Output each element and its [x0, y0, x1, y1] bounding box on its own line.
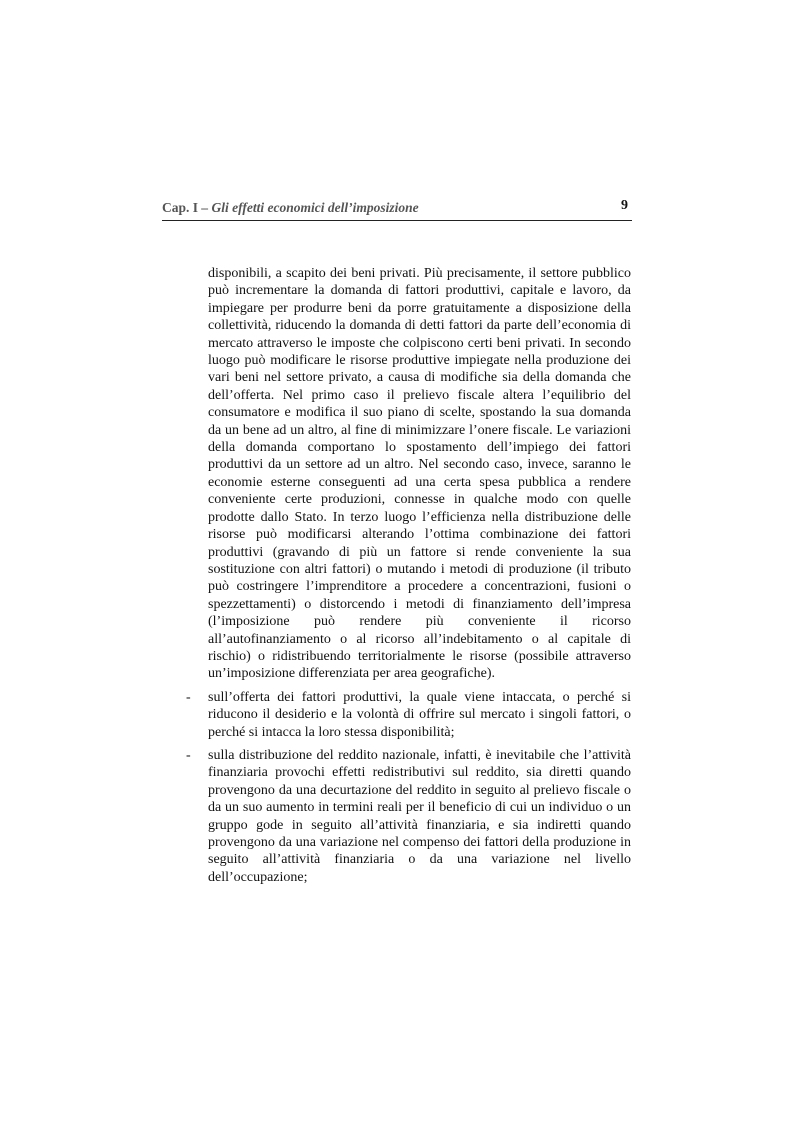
running-header: [162, 198, 632, 221]
bullet-marker: -: [186, 747, 191, 763]
header-title: [162, 200, 419, 216]
page-number: 9: [621, 198, 628, 213]
list-item: [186, 689, 631, 741]
chapter-subtitle: – Gli effetti economici dell’imposizione: [201, 200, 419, 215]
body-text: [186, 265, 631, 886]
list-item-text: sulla distribuzione del reddito nazionale, infatti, è inevitabile che l’attività finanziaria provochi effetti redistributivi sul reddito, sia diretti quando provengono da una decurtazione del reddito in seguito al prelievo fiscale o da un suo aumento in termini reali per il beneficio di cui un individuo o un gruppo gode in seguito all’attività finanziaria, e sia indiretti quando provengono da una variazione nel compenso dei fattori della produzione in seguito all’attività finanziaria o da una variazione nel livello dell’occupazione;: [208, 747, 631, 885]
bullet-marker: -: [186, 689, 191, 705]
chapter-label: Cap. I: [162, 200, 199, 215]
list-item-text: sull’offerta dei fattori produttivi, la quale viene intaccata, o perché si riducono il desiderio e la volontà di offrire sul mercato i singoli fattori, o perché si intacca la loro stessa disponibilità;: [208, 689, 631, 740]
list-item: [186, 747, 631, 886]
body-paragraph: disponibili, a scapito dei beni privati. Più precisamente, il settore pubblico può incrementare la domanda di fattori produttivi, capitale e lavoro, da impiegare per produrre beni da porre gratuitamente a disposizione della collettività, riducendo la domanda di detti fattori da parte dell’economia di mercato attraverso le imposte che colpiscono certi beni privati. In secondo luogo può modificare le risorse produttive impiegate nella produzione dei vari beni nel settore privato, a causa di modifiche sia della domanda che dell’offerta. Nel primo caso il prelievo fiscale altera l’equilibrio del consumatore e modifica il suo piano di scelte, spostando la sua domanda da un bene ad un altro, al fine di minimizzare l’onere fiscale. Le variazioni della domanda comportano lo spostamento dell’impiego dei fattori produttivi da un settore ad un altro. Nel secondo caso, invece, saranno le economie esterne conseguenti ad una certa spesa pubblica a rendere conveniente certe produzioni, connesse in qualche modo con quelle prodotte dallo Stato. In terzo luogo l’efficienza nella distribuzione delle risorse può modificarsi alterando l’ottima combinazione dei fattori produttivi (gravando di più un fattore si rende conveniente la sua sostituzione con altri fattori) o mutando i metodi di produzione (il tributo può costringere l’imprenditore a procedere a concentrazioni, fusioni o spezzettamenti) o distorcendo i metodi di finanziamento dell’impresa (l’imposizione può rendere più conveniente il ricorso all’autofinanziamento o al ricorso all’indebitamento o al capitale di rischio) o ridistribuendo territorialmente le risorse (possibile attraverso un’imposizione differenziata per area geografiche).: [208, 266, 631, 682]
